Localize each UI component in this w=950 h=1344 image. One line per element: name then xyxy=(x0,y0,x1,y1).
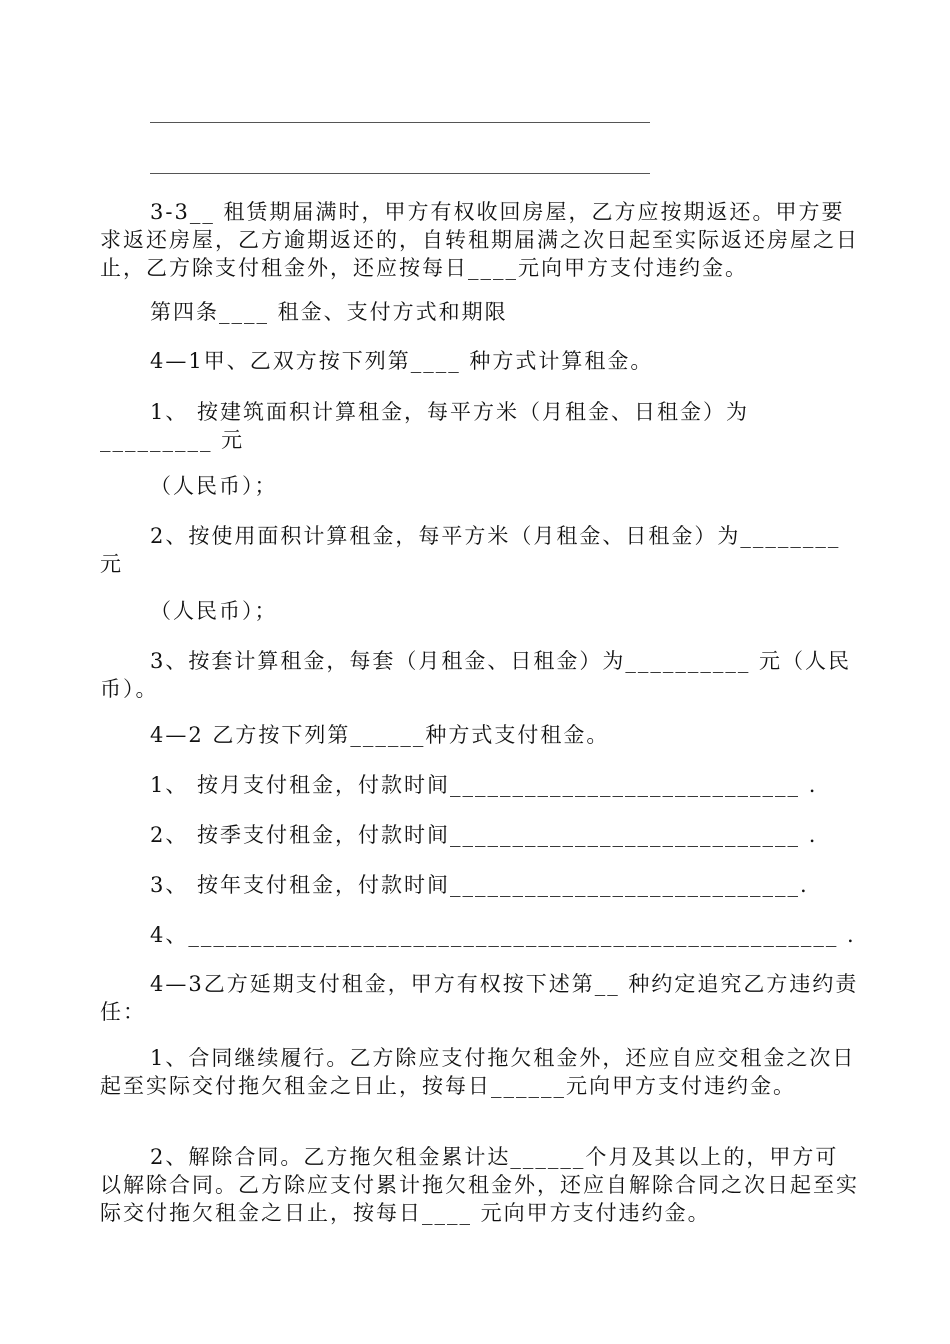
clause-3-3-paragraph: 3-3__ 租赁期届满时，甲方有权收回房屋，乙方应按期返还。甲方要求返还房屋，乙方逾期返还的，自转租期届满之次日起至实际返还房屋之日止，乙方除支付租金外，还应按每日____元向甲方支付违约金。 xyxy=(100,200,859,280)
payment-option-1: 1、 按月支付租金，付款时间____________________________ . xyxy=(150,773,818,797)
blank-fill-line-2 xyxy=(150,173,650,174)
rent-option-1-currency: （人民币）； xyxy=(150,474,278,498)
breach-option-1: 1、合同继续履行。乙方除应支付拖欠租金外，还应自应交租金之次日起至实际交付拖欠租金之日止，按每日______元向甲方支付违约金。 xyxy=(100,1046,856,1098)
article-4-heading: 第四条____ 租金、支付方式和期限 xyxy=(150,300,508,324)
payment-option-3: 3、 按年支付租金，付款时间____________________________. xyxy=(150,873,809,897)
payment-option-4: 4、____________________________________________________ . xyxy=(150,923,856,947)
rent-option-2: 2、按使用面积计算租金，每平方米（月租金、日租金）为________ 元 xyxy=(100,524,850,576)
rent-option-3: 3、按套计算租金，每套（月租金、日租金）为__________ 元（人民币）。 xyxy=(100,649,852,701)
rent-option-2-currency: （人民币）； xyxy=(150,599,278,623)
clause-4-2-paragraph: 4—2 乙方按下列第______种方式支付租金。 xyxy=(150,723,610,747)
payment-option-2: 2、 按季支付租金，付款时间____________________________ . xyxy=(150,823,818,847)
rent-option-1: 1、 按建筑面积计算租金，每平方米（月租金、日租金）为_________ 元 xyxy=(100,400,750,452)
blank-fill-line-1 xyxy=(150,122,650,123)
breach-option-2: 2、解除合同。乙方拖欠租金累计达______个月及其以上的，甲方可以解除合同。乙方除应支付累计拖欠租金外，还应自解除合同之次日起至实际交付拖欠租金之日止，按每日____ 元向甲方支付违约金。 xyxy=(100,1145,859,1225)
clause-4-3-paragraph: 4—3乙方延期支付租金，甲方有权按下述第__ 种约定追究乙方违约责任： xyxy=(100,972,859,1024)
clause-4-1-paragraph: 4—1甲、乙双方按下列第____ 种方式计算租金。 xyxy=(150,349,654,373)
